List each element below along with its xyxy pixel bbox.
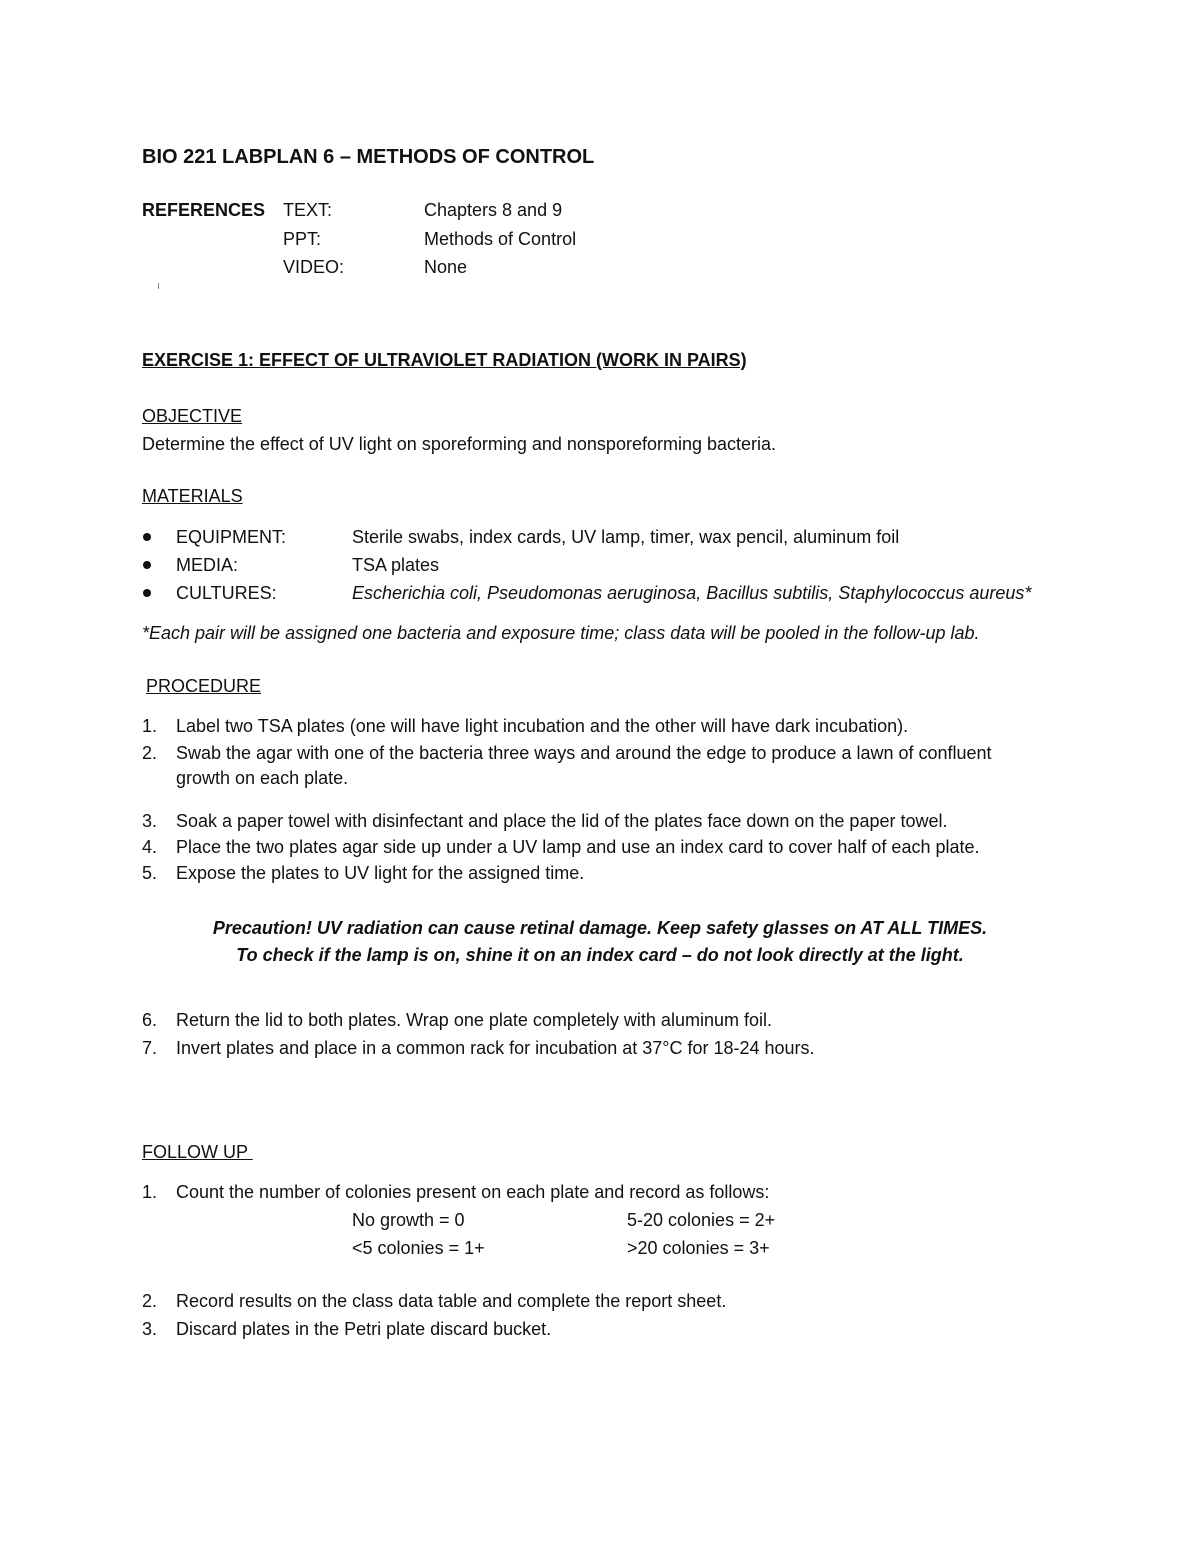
follow-up-heading: FOLLOW UP [142, 1142, 253, 1162]
step-number: 4. [142, 837, 158, 857]
step-number: 1. [142, 1182, 158, 1202]
material-key: MEDIA: [176, 555, 239, 575]
objective-heading: OBJECTIVE [142, 406, 243, 426]
exercise-title: EXERCISE 1: EFFECT OF ULTRAVIOLET RADIATION (WORK IN PAIRS) [142, 350, 747, 370]
bullet-icon [143, 533, 151, 541]
bullet-icon [143, 589, 151, 597]
procedure-heading: PROCEDURE [146, 676, 262, 696]
step-number: 3. [142, 811, 158, 831]
stray-mark [158, 283, 159, 289]
reference-value: Chapters 8 and 9 [424, 200, 563, 220]
reference-key: PPT: [283, 229, 322, 249]
document-title: BIO 221 LABPLAN 6 – METHODS OF CONTROL [142, 146, 595, 168]
references-label: REFERENCES [142, 200, 266, 220]
objective-text: Determine the effect of UV light on sporeforming and nonsporeforming bacteria. [142, 434, 777, 454]
step-number: 6. [142, 1010, 158, 1030]
materials-note: *Each pair will be assigned one bacteria and exposure time; class data will be pooled in the follow-up lab. [142, 623, 980, 643]
step-number: 2. [142, 1291, 158, 1311]
follow-up-step: Count the number of colonies present on each plate and record as follows: [176, 1182, 770, 1202]
step-number: 2. [142, 743, 158, 763]
procedure-step-continued: growth on each plate. [176, 768, 349, 788]
step-number: 1. [142, 716, 158, 736]
bullet-icon [143, 561, 151, 569]
material-value: TSA plates [352, 555, 440, 575]
scale-entry: 5-20 colonies = 2+ [627, 1210, 776, 1230]
follow-up-step: Discard plates in the Petri plate discard bucket. [176, 1319, 552, 1339]
material-key: EQUIPMENT: [176, 527, 287, 547]
scale-entry: >20 colonies = 3+ [627, 1238, 770, 1258]
material-value: Sterile swabs, index cards, UV lamp, timer, wax pencil, aluminum foil [352, 527, 900, 547]
reference-value: None [424, 257, 468, 277]
precaution-warning: Precaution! UV radiation can cause retinal damage. Keep safety glasses on AT ALL TIMES. [212, 918, 988, 938]
scale-entry: No growth = 0 [352, 1210, 465, 1230]
procedure-step: Expose the plates to UV light for the assigned time. [176, 863, 585, 883]
procedure-step: Place the two plates agar side up under a UV lamp and use an index card to cover half of each plate. [176, 837, 980, 857]
reference-value: Methods of Control [424, 229, 577, 249]
reference-key: VIDEO: [283, 257, 345, 277]
procedure-step: Invert plates and place in a common rack for incubation at 37°C for 18-24 hours. [176, 1038, 815, 1058]
procedure-step: Label two TSA plates (one will have light incubation and the other will have dark incubation). [176, 716, 909, 736]
material-key: CULTURES: [176, 583, 277, 603]
procedure-step: Soak a paper towel with disinfectant and place the lid of the plates face down on the paper towel. [176, 811, 948, 831]
step-number: 5. [142, 863, 158, 883]
step-number: 7. [142, 1038, 158, 1058]
scale-entry: <5 colonies = 1+ [352, 1238, 485, 1258]
follow-up-step: Record results on the class data table and complete the report sheet. [176, 1291, 727, 1311]
precaution-warning: To check if the lamp is on, shine it on an index card – do not look directly at the light. [236, 945, 964, 965]
procedure-step: Swab the agar with one of the bacteria three ways and around the edge to produce a lawn of confluent [176, 743, 992, 763]
procedure-step: Return the lid to both plates. Wrap one plate completely with aluminum foil. [176, 1010, 772, 1030]
materials-heading: MATERIALS [142, 486, 243, 506]
material-value: Escherichia coli, Pseudomonas aeruginosa, Bacillus subtilis, Staphylococcus aureus* [352, 583, 1032, 603]
reference-key: TEXT: [283, 200, 333, 220]
step-number: 3. [142, 1319, 158, 1339]
